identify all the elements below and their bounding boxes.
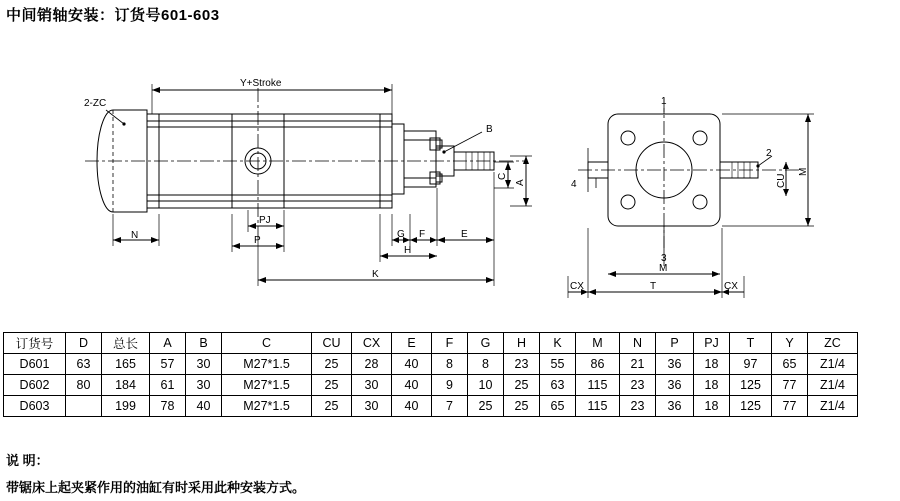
table-cell: 65 bbox=[772, 354, 808, 375]
technical-drawing bbox=[0, 28, 900, 318]
table-header-cell: Y bbox=[772, 333, 808, 354]
table-cell: 18 bbox=[694, 375, 730, 396]
table-cell: 25 bbox=[312, 375, 352, 396]
table-header-cell: CX bbox=[352, 333, 392, 354]
table-cell: 36 bbox=[656, 396, 694, 417]
notes-section bbox=[6, 450, 305, 496]
table-header-cell: C bbox=[222, 333, 312, 354]
label-g: G bbox=[397, 229, 405, 240]
table-cell: M27*1.5 bbox=[222, 375, 312, 396]
label-t: T bbox=[650, 281, 657, 292]
table-cell: 23 bbox=[504, 354, 540, 375]
table-cell: 8 bbox=[468, 354, 504, 375]
label-a: A bbox=[515, 179, 526, 186]
table-header-cell: B bbox=[186, 333, 222, 354]
table-cell: 40 bbox=[392, 354, 432, 375]
table-row bbox=[4, 375, 858, 396]
label-cx-right: CX bbox=[724, 281, 738, 292]
table-cell: 30 bbox=[352, 375, 392, 396]
notes-heading: 说 明： bbox=[6, 453, 49, 468]
table-row bbox=[4, 396, 858, 417]
label-2-zc: 2-ZC bbox=[84, 98, 107, 109]
table-cell: 115 bbox=[576, 396, 620, 417]
table-cell: 36 bbox=[656, 375, 694, 396]
label-c: C bbox=[497, 172, 508, 180]
table-cell: 125 bbox=[730, 396, 772, 417]
label-num-4: 4 bbox=[571, 179, 577, 190]
label-e: E bbox=[461, 229, 468, 240]
table-cell: 28 bbox=[352, 354, 392, 375]
table-header-cell: P bbox=[656, 333, 694, 354]
specification-table bbox=[3, 332, 858, 417]
table-cell: 25 bbox=[312, 396, 352, 417]
table-cell: 55 bbox=[540, 354, 576, 375]
label-f: F bbox=[419, 229, 426, 240]
table-cell: D603 bbox=[4, 396, 66, 417]
table-cell: 25 bbox=[468, 396, 504, 417]
table-cell: Z1/4 bbox=[808, 396, 858, 417]
table-cell: 57 bbox=[150, 354, 186, 375]
page-title: 中间销轴安装：订货号601-603 bbox=[6, 7, 220, 24]
table-cell: M27*1.5 bbox=[222, 354, 312, 375]
label-m-bottom: M bbox=[659, 263, 668, 274]
table-cell: 23 bbox=[620, 396, 656, 417]
table-cell: 86 bbox=[576, 354, 620, 375]
table-header-cell: E bbox=[392, 333, 432, 354]
table-cell: 36 bbox=[656, 354, 694, 375]
table-header-cell: F bbox=[432, 333, 468, 354]
table-header-cell: T bbox=[730, 333, 772, 354]
table-cell: 21 bbox=[620, 354, 656, 375]
label-k: K bbox=[372, 269, 379, 280]
table-header-row bbox=[4, 333, 858, 354]
table-cell: 30 bbox=[186, 354, 222, 375]
table-cell: 18 bbox=[694, 396, 730, 417]
table-header-cell: M bbox=[576, 333, 620, 354]
table-header-cell: 订货号 bbox=[4, 333, 66, 354]
notes-body: 带锯床上起夹紧作用的油缸有时采用此种安装方式。 bbox=[6, 480, 306, 495]
table-header-cell: H bbox=[504, 333, 540, 354]
label-m-right: M bbox=[798, 167, 809, 176]
table-cell: 40 bbox=[392, 396, 432, 417]
table-cell: 25 bbox=[504, 396, 540, 417]
table-row bbox=[4, 354, 858, 375]
table-cell: 184 bbox=[102, 375, 150, 396]
label-h: H bbox=[404, 245, 412, 256]
table-cell: Z1/4 bbox=[808, 375, 858, 396]
table-cell: 78 bbox=[150, 396, 186, 417]
label-cu: CU bbox=[776, 173, 787, 188]
table-cell: 18 bbox=[694, 354, 730, 375]
table-header-cell: N bbox=[620, 333, 656, 354]
table-cell: 10 bbox=[468, 375, 504, 396]
label-p: P bbox=[254, 235, 261, 246]
table-cell: 165 bbox=[102, 354, 150, 375]
table-cell: 63 bbox=[66, 354, 102, 375]
table-header-cell: PJ bbox=[694, 333, 730, 354]
table-header-cell: ZC bbox=[808, 333, 858, 354]
table-cell: 80 bbox=[66, 375, 102, 396]
table-cell: 9 bbox=[432, 375, 468, 396]
table-cell: 115 bbox=[576, 375, 620, 396]
table-cell: Z1/4 bbox=[808, 354, 858, 375]
table-cell: 40 bbox=[392, 375, 432, 396]
table-cell: 97 bbox=[730, 354, 772, 375]
table-cell: 25 bbox=[312, 354, 352, 375]
table-header-cell: 总长 bbox=[102, 333, 150, 354]
table-cell: 40 bbox=[186, 396, 222, 417]
table-cell: 23 bbox=[620, 375, 656, 396]
label-pj: PJ bbox=[259, 215, 271, 226]
label-y-stroke: Y+Stroke bbox=[240, 78, 282, 89]
table-cell: 77 bbox=[772, 396, 808, 417]
table-cell: 125 bbox=[730, 375, 772, 396]
table-header-cell: D bbox=[66, 333, 102, 354]
table-cell: D602 bbox=[4, 375, 66, 396]
table-cell: M27*1.5 bbox=[222, 396, 312, 417]
table-cell: 77 bbox=[772, 375, 808, 396]
table-cell: 30 bbox=[186, 375, 222, 396]
table-header-cell: CU bbox=[312, 333, 352, 354]
label-cx-left: CX bbox=[570, 281, 584, 292]
table-cell: 25 bbox=[504, 375, 540, 396]
table-cell: D601 bbox=[4, 354, 66, 375]
table-header-cell: K bbox=[540, 333, 576, 354]
table-cell: 65 bbox=[540, 396, 576, 417]
label-b: B bbox=[486, 124, 493, 135]
label-n: N bbox=[131, 230, 139, 241]
label-num-2: 2 bbox=[766, 148, 772, 159]
table-cell: 30 bbox=[352, 396, 392, 417]
label-num-1: 1 bbox=[661, 96, 667, 107]
table-header-cell: A bbox=[150, 333, 186, 354]
drawing-svg bbox=[0, 28, 900, 318]
table-header-cell: G bbox=[468, 333, 504, 354]
table-cell: 199 bbox=[102, 396, 150, 417]
label-num-3: 3 bbox=[661, 253, 667, 264]
table-cell: 7 bbox=[432, 396, 468, 417]
table-cell: 8 bbox=[432, 354, 468, 375]
table-cell bbox=[66, 396, 102, 417]
table-cell: 63 bbox=[540, 375, 576, 396]
table-cell: 61 bbox=[150, 375, 186, 396]
